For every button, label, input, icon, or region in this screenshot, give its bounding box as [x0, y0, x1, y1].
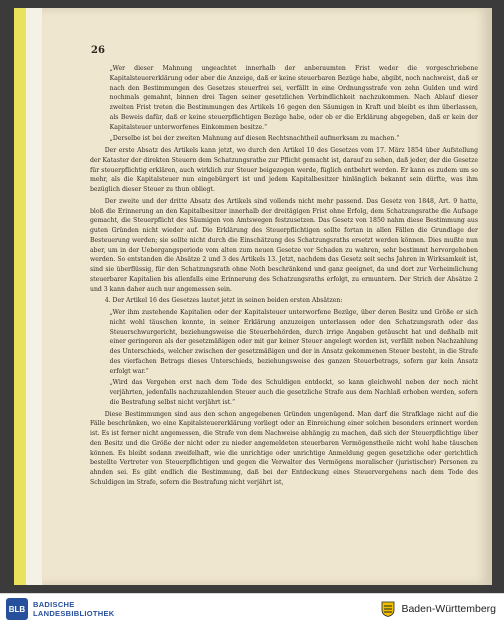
book-edge-page: [26, 8, 43, 585]
footer-bar: [0, 593, 504, 624]
page-number: 26: [91, 45, 105, 56]
blb-logo[interactable]: [6, 598, 114, 620]
paragraph: „Derselbe ist bei der zweiten Mahnung auf diesen Rechtsnachtheil aufmerksam zu machen.“: [109, 135, 400, 143]
paragraph: Der erste Absatz des Artikels kann jetzt, wo durch den Artikel 10 des Gesetzes vom 17. März 1854 über Aufstellung der Kataster der direkten Steuern dem Schatzungsrathe zur Pflicht gemacht ist, darauf zu sehen, daß jeder, der die Gesetze für steuerpflichtig erklären, auch wirklich zur Steuer beigezogen werde, füglich entbehrt werden. Er kann es zudem um so mehr, als die Kapitalsteuer nun eingebürgert ist und jedem Kapitalbesitzer hinlänglich bekannt sein dürfte, was ihm bezüglich dieser Steuer zu thun obliegt.: [90, 147, 478, 193]
blb-name-line2: LANDESBIBLIOTHEK: [33, 609, 115, 618]
book-edge-yellow: [14, 8, 26, 585]
blb-name-line1: BADISCHE: [33, 600, 75, 609]
bw-name: Baden-Württemberg: [401, 603, 496, 615]
paragraph: „Wird das Vergehen erst nach dem Tode des Schuldigen entdeckt, so kann gleichwohl neben der noch nicht verjährten, jedenfalls nachzuzahlenden Steuer auch die gesetzliche Strafe aus dem Nachlaß erhoben werden, sofern die Bestrafung selbst nicht verjährt ist.“: [109, 379, 478, 406]
page-text: [90, 64, 478, 490]
bw-crest-icon: [381, 601, 395, 617]
paragraph: „Wer ihm zustehende Kapitalien oder der Kapitalsteuer unterworfene Bezüge, über deren Besitz und Größe er sich nicht wohl täuschen konnte, in seiner Erklärung anzuzeigen unterlassen oder den Schatzungsrath oder das Steuerschwurgericht, beziehungsweise die Steuerbehörden, durch irrige Angaben getäuscht hat und deßhalb mit einer geringeren als der gesetzmäßigen oder mit gar keiner Steuer angelegt worden ist, verfällt neben Nachzahlung des Unterschieds, welcher zwischen der gesetzmäßigen und der in Ansatz gekommenen Steuer besteht, in die Strafe des vierfachen Betrags dieses Unterschieds, beziehungsweise des ganzen Steuerbetrags, sofern gar kein Ansatz erfolgt war.“: [109, 309, 478, 375]
paragraph: „Wer dieser Mahnung ungeachtet innerhalb der anberaumten Frist weder die vorgeschriebene Kapitalsteuererklärung oder aber die Anzeige, daß er keine steuerbaren Bezüge habe, abgibt, noch nachweist, daß er nach den Bestimmungen des Gesetzes steuerfrei sei, verfällt in eine Ordnungsstrafe von zehn Gulden und wird nochmals gemahnt, binnen drei Tagen seiner gesetzlichen Verbindlichkeit nachzukommen. Nach Ablauf dieser zweiten Frist treten die Bestimmungen des Artikels 16 gegen den Säumigen in Kraft und bleibt es ihm überlassen, als Beweis dafür, daß er keine steuerpflichtigen Bezüge habe, oder ob er die Erklärung abgegeben, daß er kein der Kapitalsteuer unterworfenes Einkommen besitze.“: [109, 65, 478, 131]
paragraph: 4. Der Artikel 16 des Gesetzes lautet jetzt in seinen beiden ersten Absätzen:: [104, 297, 343, 305]
paragraph: Der zweite und der dritte Absatz des Artikels sind vollends nicht mehr passend. Das Gesetz von 1848, Art. 9 hatte, bloß die Erinnerung an den Kapitalbesitzer innerhalb der dreitägigen Frist ohne Erfolg, dem Schatzungsrathe die Aufsage gemacht, die Steuerpflicht des Säumigen von Amtswegen festzusetzen. Das Gesetz von 1850 nahm diese Bestimmung aus guten Gründen nicht wieder auf. Die Erklärung des Steuerpflichtigen sollte fortan in allen Fällen die Grundlage der Besteuerung werden; sie sollte nicht durch die Einschätzung des Schatzungsraths ersetzt werden können. Dies mußte nun aber, um in der Uebergangsperiode vom alten zum neuen Gesetze vor Schaden zu wahren, sehr bestimmt hervorgehoben werden. So entstanden die Absätze 2 und 3 des Artikels 13. Jetzt, nachdem das Gesetz seit sechs Jahren in Wirksamkeit ist, sind sie überflüssig, für den Schatzungsrath ohne Noth beschränkend und ganz geeignet, da und dort zur Verheimlichung steuerbarer Kapitalien bis allenfalls eine Erinnerung des Schatzungsraths erfolgt, zu ermuntern. Der Strich der Absätze 2 und 3 kann daher auch nur angemessen sein.: [90, 197, 478, 293]
bw-logo[interactable]: [381, 601, 496, 617]
paragraph: Diese Bestimmungen sind aus den schon angegebenen Gründen ungenügend. Man darf die Strafklage nicht auf die Fälle beschränken, wo eine Kapitalsteuererklärung vorliegt oder an Einreichung einer solchen besonders erinnert worden ist. Es ist ferner nicht angemessen, die Strafe von dem Nachweise abhängig zu machen, daß sich der Steuerpflichtige über den Besitz und die Größe der nicht oder zu nieder angemeldeten steuerbaren Vermögenstheile nicht wohl habe täuschen können. Es bleibt sodann zweifelhaft, wie die unrichtige oder unrichtige Anmeldung gegen gesetzliche oder gerichtlich bestellte Vertreter von Steuerpflichtigen und gegen die Verwalter des Vermögens moralischer (juristischer) Personen zu ahnden sei. Es gibt endlich die Bestimmung, daß bei der Entdeckung eines Steuervergehens nach dem Tode des Schuldigen im Strafe, sofern die Bestrafung nicht verjährt ist,: [90, 410, 478, 486]
blb-name: [33, 600, 114, 618]
blb-badge: BLB: [6, 598, 28, 620]
scanned-page: [42, 8, 492, 585]
